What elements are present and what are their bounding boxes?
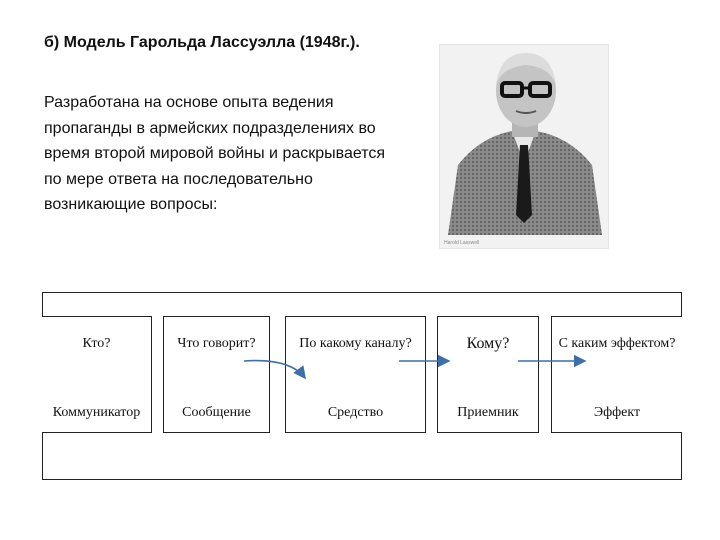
stage-role: Сообщение [182, 405, 251, 420]
page-title: б) Модель Гарольда Лассуэлла (1948г.). [44, 34, 360, 51]
stage-role: Приемник [457, 405, 519, 420]
stage-question: По какому каналу? [299, 336, 412, 351]
stage-question: Что говорит? [177, 336, 256, 351]
stage-role: Средство [327, 405, 384, 420]
stage-question: С каким эффектом? [558, 336, 676, 351]
stage-role: Коммуникатор [52, 405, 141, 420]
stage-question: Кто? [82, 336, 111, 351]
stage-box-receiver [437, 316, 539, 433]
portrait-photo [439, 44, 609, 249]
photo-caption: Harold Lasswell [444, 240, 480, 246]
stage-box-communicator [42, 316, 152, 433]
portrait-illustration [440, 45, 608, 248]
stage-role: Эффект [593, 405, 641, 420]
stage-box-message [163, 316, 270, 433]
description-text: Разработана на основе опыта ведения пропаганды в армейских подразделениях во время второй мировой войны и раскрывается по мере ответа на последовательно возникающие вопросы: [44, 94, 386, 213]
stage-box-channel [285, 316, 426, 433]
stage-question: Кому? [466, 335, 510, 352]
stage-box-effect [551, 316, 682, 433]
